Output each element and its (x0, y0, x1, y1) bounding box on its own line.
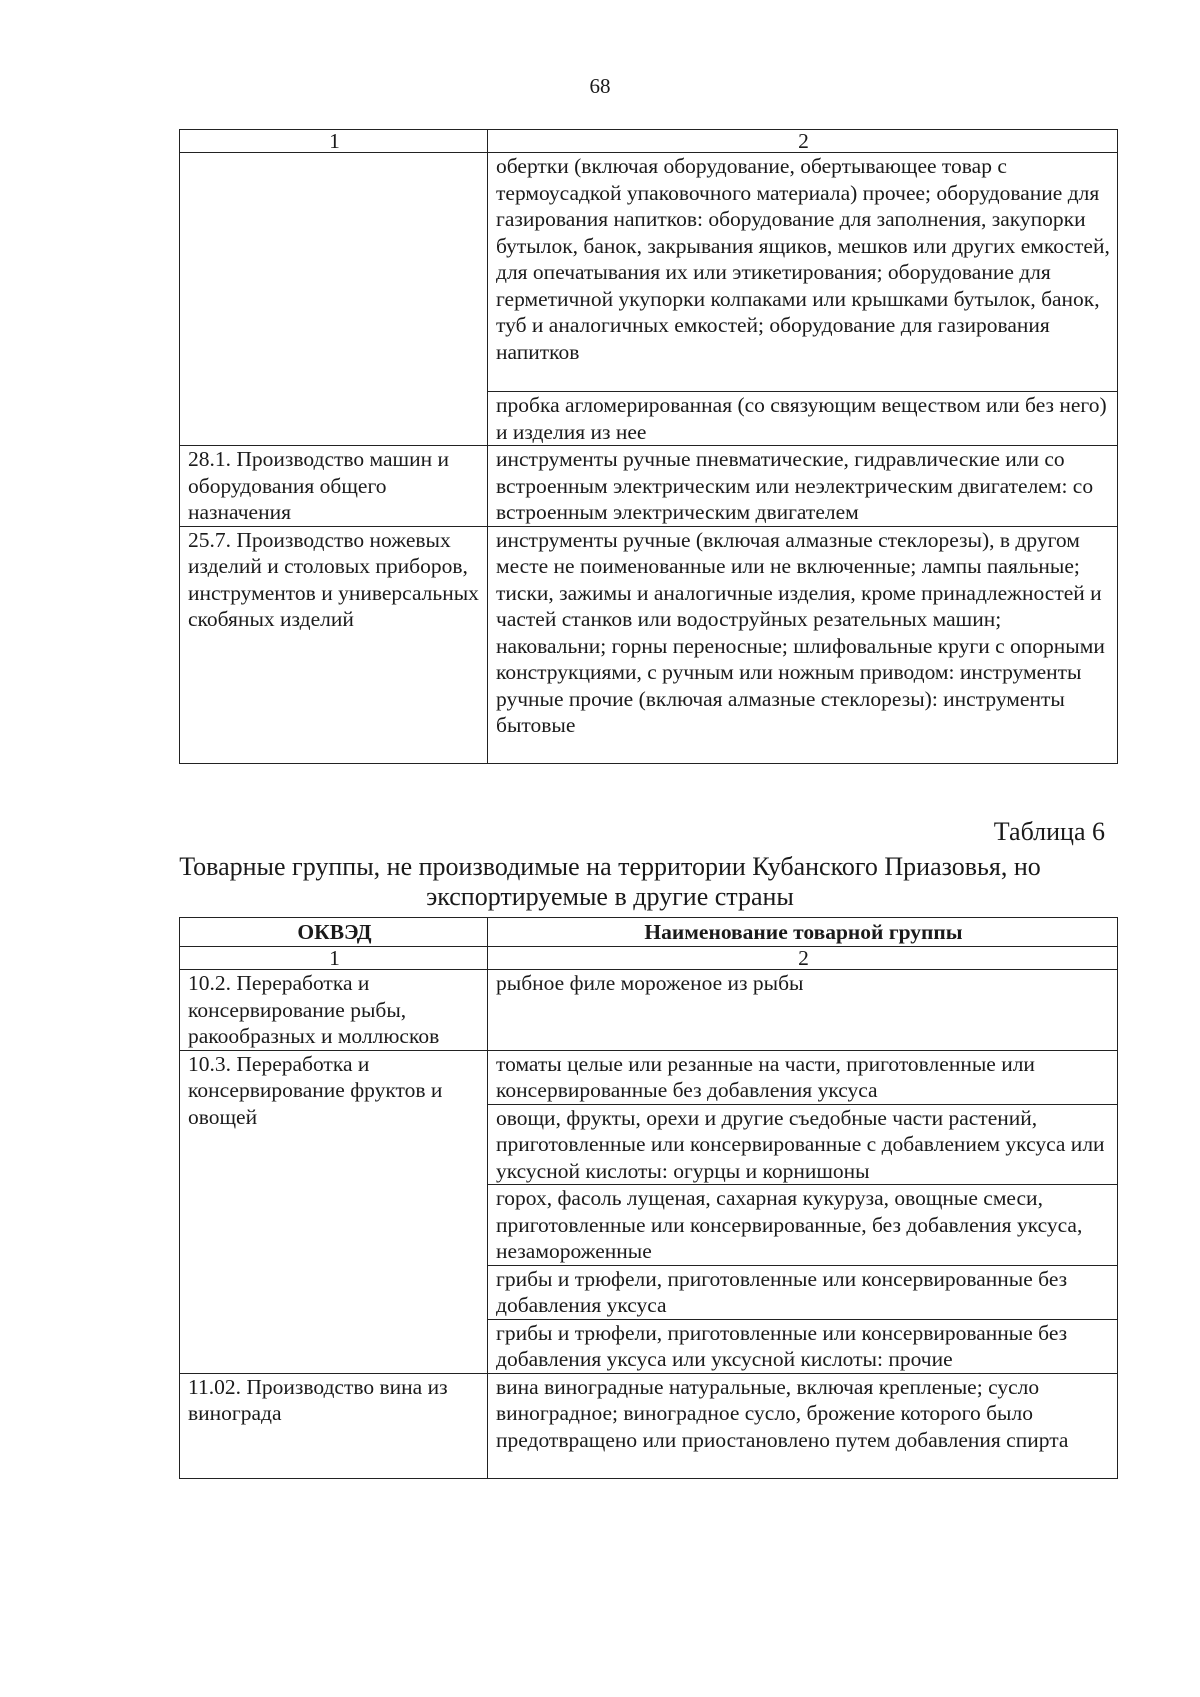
table-6 (179, 917, 1118, 1479)
table-row (180, 970, 1118, 1051)
product-group-cell: пробка агломерированная (со связующим веществом или без него) и изделия из нее (488, 392, 1118, 446)
product-group-cell: инструменты ручные пневматические, гидравлические или со встроенным электрическим или неэлектрическим двигателем: со встроенным электрическим двигателем (488, 446, 1118, 527)
product-group-cell: грибы и трюфели, приготовленные или консервированные без добавления уксуса или уксусной кислоты: прочие (488, 1319, 1118, 1373)
header-row (180, 918, 1118, 947)
column-number: 2 (488, 130, 1118, 153)
table-row (180, 526, 1118, 763)
table-label: Таблица 6 (993, 817, 1105, 846)
column-number-row (180, 130, 1118, 153)
product-group-cell: грибы и трюфели, приготовленные или консервированные без добавления уксуса (488, 1265, 1118, 1319)
column-number: 1 (180, 947, 488, 970)
product-group-header: Наименование товарной группы (488, 918, 1118, 947)
table-row (180, 153, 1118, 392)
product-group-cell: инструменты ручные (включая алмазные стеклорезы), в другом месте не поименованные или не включенные; лампы паяльные; тиски, зажимы и аналогичные изделия, кроме принадлежностей и частей станков или водоструйных резательных машин; наковальни; горны переносные; шлифовальные круги с опорными конструкциями, с ручным или ножным приводом: инструменты ручные прочие (включая алмазные стеклорезы): инструменты бытовые (488, 526, 1118, 763)
product-group-cell: томаты целые или резанные на части, приготовленные или консервированные без добавления уксуса (488, 1050, 1118, 1104)
product-group-cell: рыбное филе мороженое из рыбы (488, 970, 1118, 1051)
okved-cell: 10.2. Переработка и консервирование рыбы, ракообразных и моллюсков (180, 970, 488, 1051)
okved-cell: 10.3. Переработка и консервирование фруктов и овощей (180, 1050, 488, 1373)
table-row (180, 446, 1118, 527)
product-group-cell: вина виноградные натуральные, включая крепленые; сусло виноградное; виноградное сусло, брожение которого было предотвращено или приостановлено путем добавления спирта (488, 1373, 1118, 1478)
column-number: 1 (180, 130, 488, 153)
okved-cell: 25.7. Производство ножевых изделий и столовых приборов, инструментов и универсальных скобяных изделий (180, 526, 488, 763)
page-number: 68 (589, 74, 611, 98)
table-row (180, 1050, 1118, 1104)
okved-cell: 28.1. Производство машин и оборудования общего назначения (180, 446, 488, 527)
okved-cell (180, 153, 488, 446)
column-number: 2 (488, 947, 1118, 970)
product-group-cell: горох, фасоль лущеная, сахарная кукуруза, овощные смеси, приготовленные или консервированные, без добавления уксуса, незамороженные (488, 1185, 1118, 1266)
column-number-row (180, 947, 1118, 970)
continued-table (179, 129, 1118, 764)
table-row (180, 1373, 1118, 1478)
product-group-cell: овощи, фрукты, орехи и другие съедобные части растений, приготовленные или консервированные с добавлением уксуса или уксусной кислоты: огурцы и корнишоны (488, 1104, 1118, 1185)
okved-cell: 11.02. Производство вина из винограда (180, 1373, 488, 1478)
table-title: Товарные группы, не производимые на территории Кубанского Приазовья, но экспортируемые в другие страны (179, 852, 1041, 911)
product-group-cell: обертки (включая оборудование, обертывающее товар с термоусадкой упаковочного материала) прочее; оборудование для газирования напитков: оборудование для заполнения, закупорки бутылок, банок, закрывания ящиков, мешков или других емкостей, для опечатывания их или этикетирования; оборудование для герметичной укупорки колпаками или крышками бутылок, банок, туб и аналогичных емкостей; оборудование для газирования напитков (488, 153, 1118, 392)
okved-header: ОКВЭД (180, 918, 488, 947)
